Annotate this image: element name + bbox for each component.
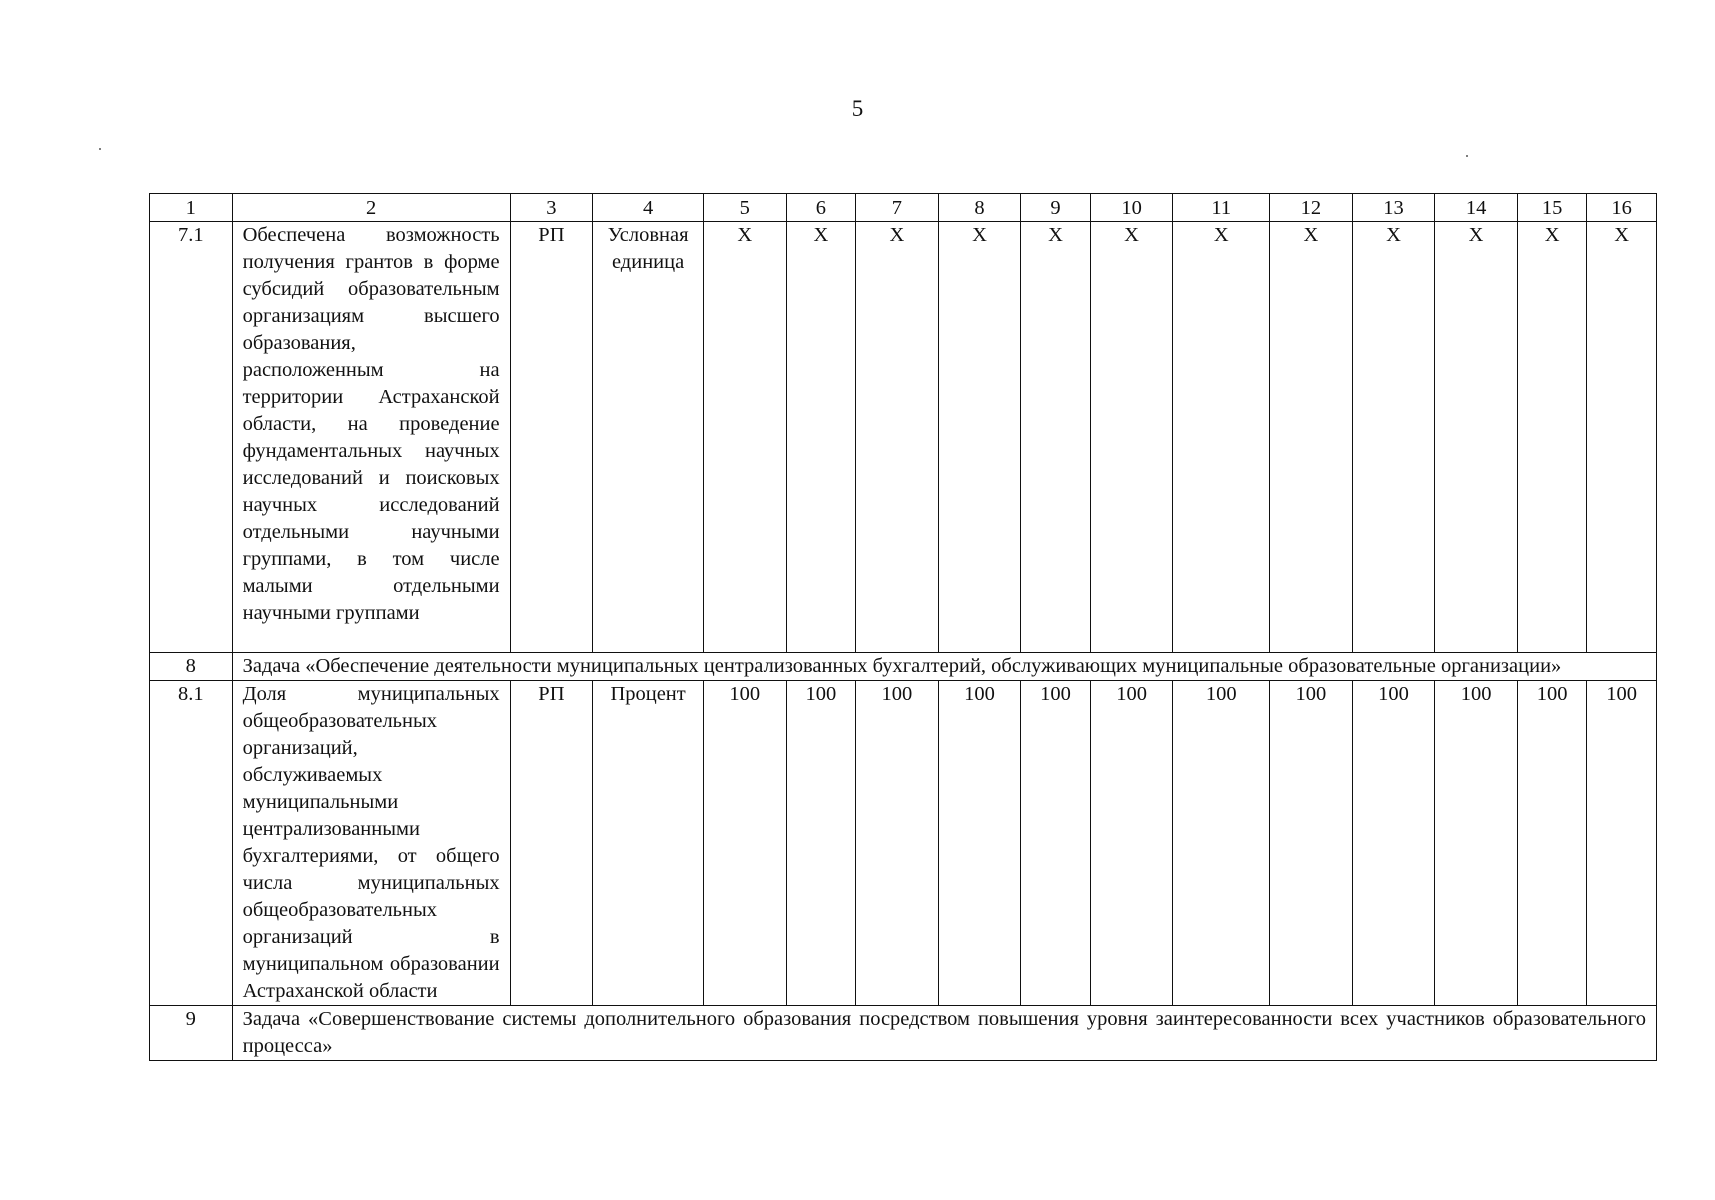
value-cell: 100 xyxy=(1021,681,1091,1006)
value-cell: 100 xyxy=(856,681,939,1006)
value-cell: 100 xyxy=(786,681,856,1006)
column-number-cell: 12 xyxy=(1270,194,1353,222)
value-cell: Х xyxy=(1517,222,1587,653)
scan-speck xyxy=(99,148,101,150)
column-number-cell: 3 xyxy=(510,194,593,222)
table-row xyxy=(150,222,1657,653)
value-cell: Х xyxy=(938,222,1021,653)
table-header-row xyxy=(150,194,1657,222)
value-cell: Х xyxy=(856,222,939,653)
value-cell: Х xyxy=(786,222,856,653)
value-cell: Х xyxy=(1435,222,1518,653)
value-cell: Х xyxy=(1587,222,1657,653)
column-number-cell: 15 xyxy=(1517,194,1587,222)
row-number-cell: 7.1 xyxy=(150,222,233,653)
column-number-cell: 13 xyxy=(1352,194,1435,222)
column-number-cell: 1 xyxy=(150,194,233,222)
column-number-cell: 7 xyxy=(856,194,939,222)
column-number-cell: 4 xyxy=(593,194,704,222)
value-cell: 100 xyxy=(704,681,787,1006)
page-number: 5 xyxy=(851,96,864,121)
unit-cell: Процент xyxy=(593,681,704,1006)
value-cell: 100 xyxy=(1587,681,1657,1006)
source-cell: РП xyxy=(510,222,593,653)
indicator-description-cell: Доля муниципальных общеобразовательных организаций, обслуживаемых муниципальными централизованными бухгалтериями, от общего числа муниципальных общеобразовательных организаций в муниципальном образовании Астраханской области xyxy=(232,681,510,1006)
source-cell: РП xyxy=(510,681,593,1006)
indicators-table xyxy=(149,193,1657,1061)
value-cell: 100 xyxy=(938,681,1021,1006)
row-number-cell: 8 xyxy=(150,653,233,681)
value-cell: Х xyxy=(1270,222,1353,653)
unit-cell: Условная единица xyxy=(593,222,704,653)
value-cell: 100 xyxy=(1435,681,1518,1006)
value-cell: Х xyxy=(1173,222,1270,653)
task-row xyxy=(150,1006,1657,1061)
column-number-cell: 11 xyxy=(1173,194,1270,222)
column-number-cell: 14 xyxy=(1435,194,1518,222)
value-cell: 100 xyxy=(1270,681,1353,1006)
value-cell: 100 xyxy=(1517,681,1587,1006)
task-row xyxy=(150,653,1657,681)
indicator-description-cell: Обеспечена возможность получения грантов в форме субсидий образовательным организациям высшего образования, расположенным на территории Астраханской области, на проведение фундаментальных научных исследований и поисковых научных исследований отдельными научными группами, в том числе малыми отдельными научными группами xyxy=(232,222,510,653)
column-number-cell: 10 xyxy=(1090,194,1173,222)
value-cell: Х xyxy=(704,222,787,653)
task-title-cell: Задача «Обеспечение деятельности муниципальных централизованных бухгалтерий, обслуживающих муниципальные образовательные организации» xyxy=(232,653,1656,681)
row-number-cell: 8.1 xyxy=(150,681,233,1006)
task-title-cell: Задача «Совершенствование системы дополнительного образования посредством повышения уровня заинтересованности всех участников образовательного процесса» xyxy=(232,1006,1656,1061)
value-cell: 100 xyxy=(1352,681,1435,1006)
table-row xyxy=(150,681,1657,1006)
column-number-cell: 8 xyxy=(938,194,1021,222)
scan-speck xyxy=(1466,155,1468,157)
value-cell: Х xyxy=(1352,222,1435,653)
column-number-cell: 16 xyxy=(1587,194,1657,222)
column-number-cell: 9 xyxy=(1021,194,1091,222)
column-number-cell: 6 xyxy=(786,194,856,222)
value-cell: Х xyxy=(1090,222,1173,653)
value-cell: Х xyxy=(1021,222,1091,653)
column-number-cell: 2 xyxy=(232,194,510,222)
row-number-cell: 9 xyxy=(150,1006,233,1061)
column-number-cell: 5 xyxy=(704,194,787,222)
value-cell: 100 xyxy=(1173,681,1270,1006)
value-cell: 100 xyxy=(1090,681,1173,1006)
